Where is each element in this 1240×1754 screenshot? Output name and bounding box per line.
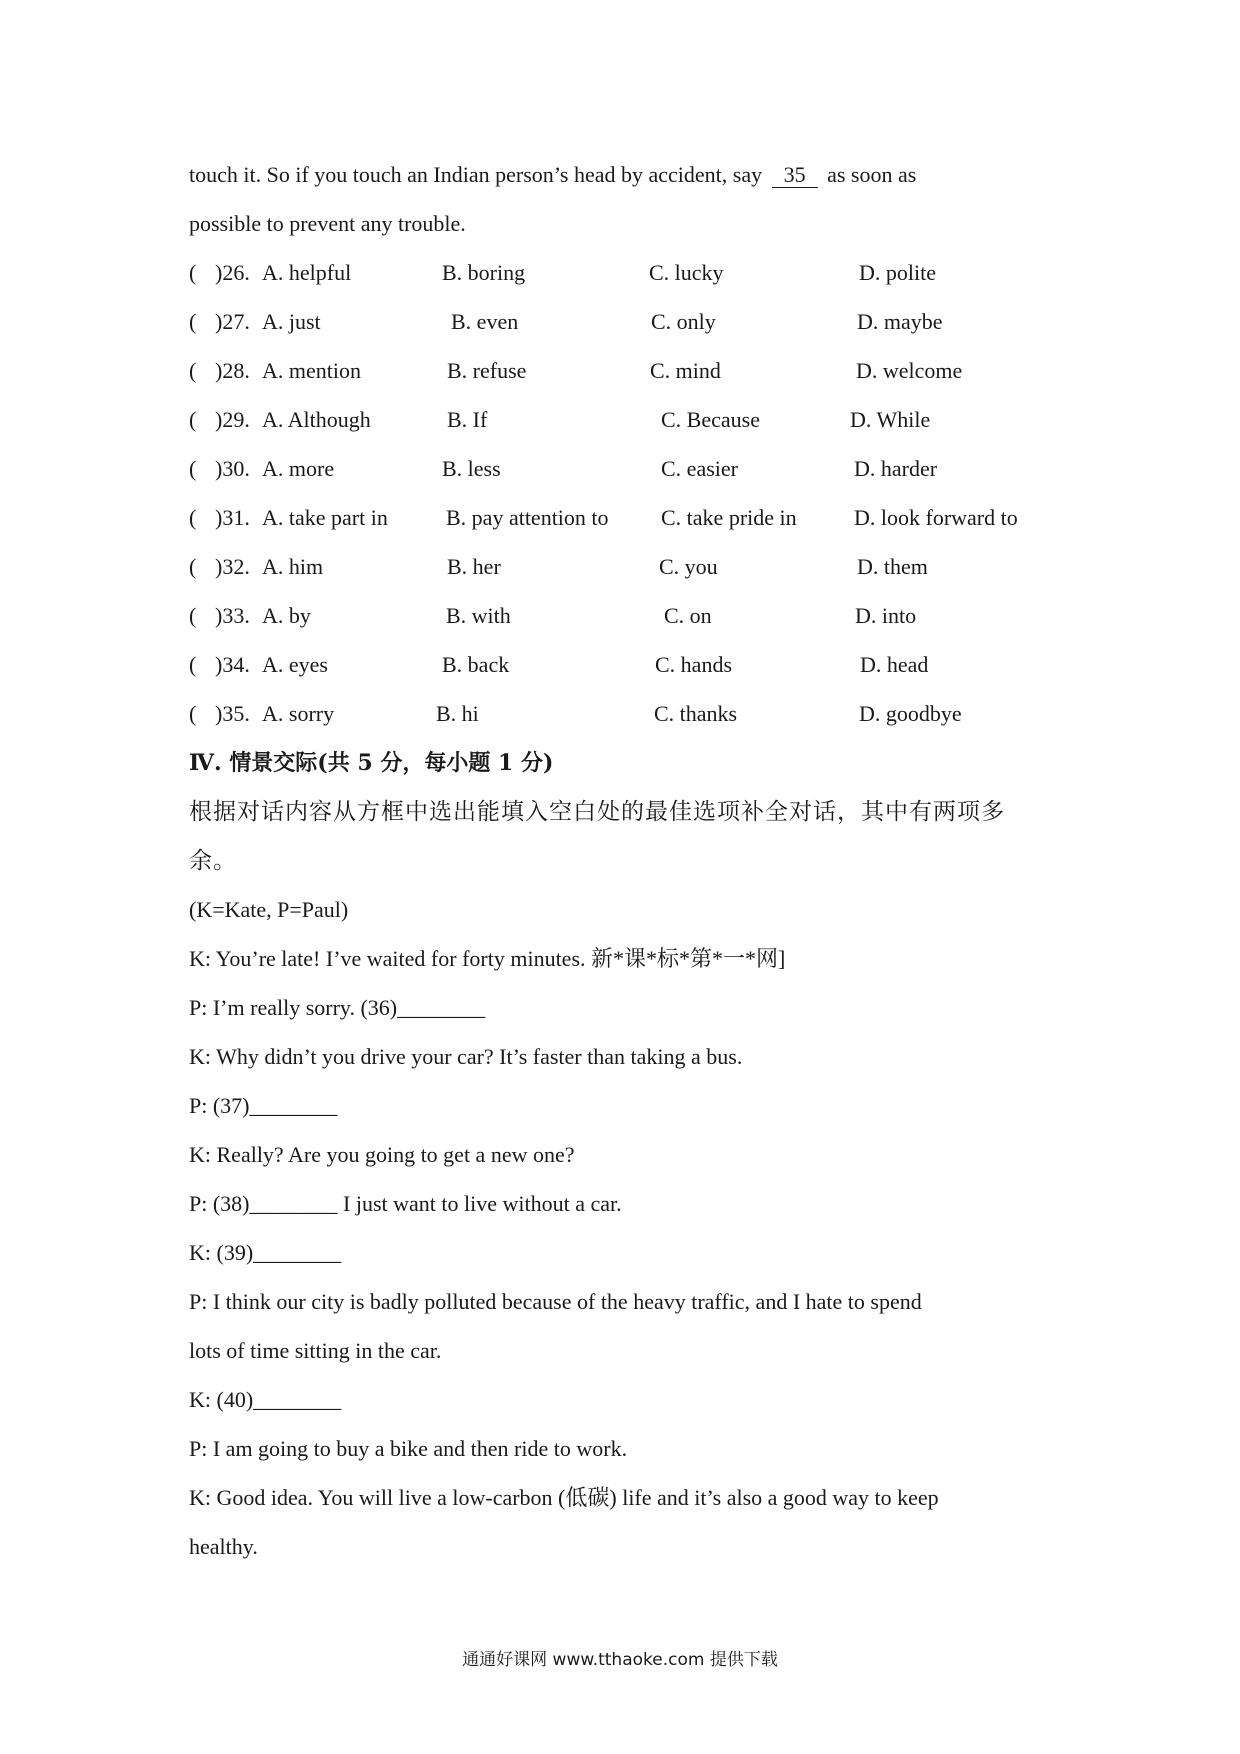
option-b: B. boring — [442, 260, 526, 285]
question-row — [189, 356, 1069, 386]
option-b: B. refuse — [447, 358, 527, 383]
question-number: )32. — [215, 554, 250, 579]
question-number: )30. — [215, 456, 250, 481]
dialogue-line: K: (39)________ — [189, 1240, 342, 1265]
option-a: A. take part in — [262, 505, 388, 530]
answer-blank: 35 — [772, 163, 818, 188]
question-row — [189, 454, 1069, 484]
dialogue-line: K: You’re late! I’ve waited for forty minutes. 新*课*标*第*一*网] — [189, 946, 786, 971]
option-d: D. look forward to — [854, 505, 1018, 530]
question-number: )35. — [215, 701, 250, 726]
answer-paren: ( — [189, 407, 197, 432]
question-row — [189, 258, 1069, 288]
option-c: C. mind — [650, 358, 721, 383]
section-heading: Ⅳ. 情景交际(共 5 分，每小题 1 分) — [189, 750, 554, 776]
instruction-line-1: 根据对话内容从方框中选出能填入空白处的最佳选项补全对话，其中有两项多 — [189, 799, 1005, 825]
question-number: )26. — [215, 260, 250, 285]
option-b: B. pay attention to — [446, 505, 609, 530]
answer-paren: ( — [189, 701, 197, 726]
option-b: B. less — [442, 456, 501, 481]
option-c: C. easier — [661, 456, 738, 481]
option-c: C. only — [651, 309, 716, 334]
option-b: B. with — [446, 603, 511, 628]
option-b: B. If — [447, 407, 488, 432]
question-number: )31. — [215, 505, 250, 530]
option-b: B. her — [447, 554, 501, 579]
dialogue-line: P: (37)________ — [189, 1093, 338, 1118]
question-row — [189, 552, 1069, 582]
option-d: D. maybe — [857, 309, 943, 334]
option-c: C. lucky — [649, 260, 724, 285]
dialogue-line: P: I am going to buy a bike and then ride to work. — [189, 1436, 628, 1461]
dialogue-line: K: Good idea. You will live a low-carbon (低碳) life and it’s also a good way to keep — [189, 1485, 939, 1510]
question-row — [189, 601, 1069, 631]
option-a: A. Although — [262, 407, 371, 432]
dialogue-line: P: I’m really sorry. (36)________ — [189, 995, 486, 1020]
question-row — [189, 650, 1069, 680]
question-row — [189, 405, 1069, 435]
dialogue-line: healthy. — [189, 1534, 258, 1559]
option-a: A. more — [262, 456, 335, 481]
dialogue-line: K: Why didn’t you drive your car? It’s faster than taking a bus. — [189, 1044, 743, 1069]
question-number: )29. — [215, 407, 250, 432]
option-d: D. polite — [859, 260, 936, 285]
answer-paren: ( — [189, 603, 197, 628]
option-c: C. thanks — [654, 701, 738, 726]
option-c: C. hands — [655, 652, 732, 677]
question-number: )27. — [215, 309, 250, 334]
answer-paren: ( — [189, 505, 197, 530]
instruction-line-2: 余。 — [189, 848, 237, 874]
option-a: A. just — [262, 309, 321, 334]
dialogue-line: K: (40)________ — [189, 1387, 342, 1412]
dialogue-line: lots of time sitting in the car. — [189, 1338, 442, 1363]
option-a: A. him — [262, 554, 324, 579]
answer-paren: ( — [189, 652, 197, 677]
option-c: C. take pride in — [661, 505, 797, 530]
passage-text: as soon as — [827, 162, 917, 187]
option-a: A. by — [262, 603, 311, 628]
option-d: D. welcome — [856, 358, 963, 383]
question-row — [189, 503, 1069, 533]
option-b: B. even — [451, 309, 519, 334]
option-c: C. on — [664, 603, 712, 628]
page-footer: 通通好课网 www.tthaoke.com 提供下载 — [462, 1650, 778, 1670]
option-c: C. Because — [661, 407, 760, 432]
question-row — [189, 699, 1069, 729]
option-a: A. helpful — [262, 260, 352, 285]
question-number: )33. — [215, 603, 250, 628]
option-d: D. head — [860, 652, 929, 677]
option-b: B. back — [442, 652, 510, 677]
option-d: D. While — [850, 407, 931, 432]
question-number: )28. — [215, 358, 250, 383]
answer-paren: ( — [189, 309, 197, 334]
answer-paren: ( — [189, 358, 197, 383]
option-c: C. you — [659, 554, 718, 579]
passage-text: touch it. So if you touch an Indian person’s head by accident, say — [189, 162, 763, 187]
option-a: A. eyes — [262, 652, 328, 677]
option-a: A. mention — [262, 358, 361, 383]
answer-paren: ( — [189, 554, 197, 579]
dialogue-line: P: I think our city is badly polluted because of the heavy traffic, and I hate to spend — [189, 1289, 922, 1314]
option-d: D. them — [857, 554, 928, 579]
dialogue-line: P: (38)________ I just want to live without a car. — [189, 1191, 622, 1216]
option-a: A. sorry — [262, 701, 335, 726]
speaker-key: (K=Kate, P=Paul) — [189, 897, 349, 922]
dialogue-line: K: Really? Are you going to get a new one? — [189, 1142, 575, 1167]
answer-paren: ( — [189, 260, 197, 285]
option-d: D. harder — [854, 456, 938, 481]
option-d: D. goodbye — [859, 701, 962, 726]
option-b: B. hi — [436, 701, 479, 726]
answer-paren: ( — [189, 456, 197, 481]
option-d: D. into — [855, 603, 917, 628]
question-number: )34. — [215, 652, 250, 677]
passage-line-2: possible to prevent any trouble. — [189, 211, 466, 236]
passage-line-1 — [189, 160, 916, 190]
question-row — [189, 307, 1069, 337]
